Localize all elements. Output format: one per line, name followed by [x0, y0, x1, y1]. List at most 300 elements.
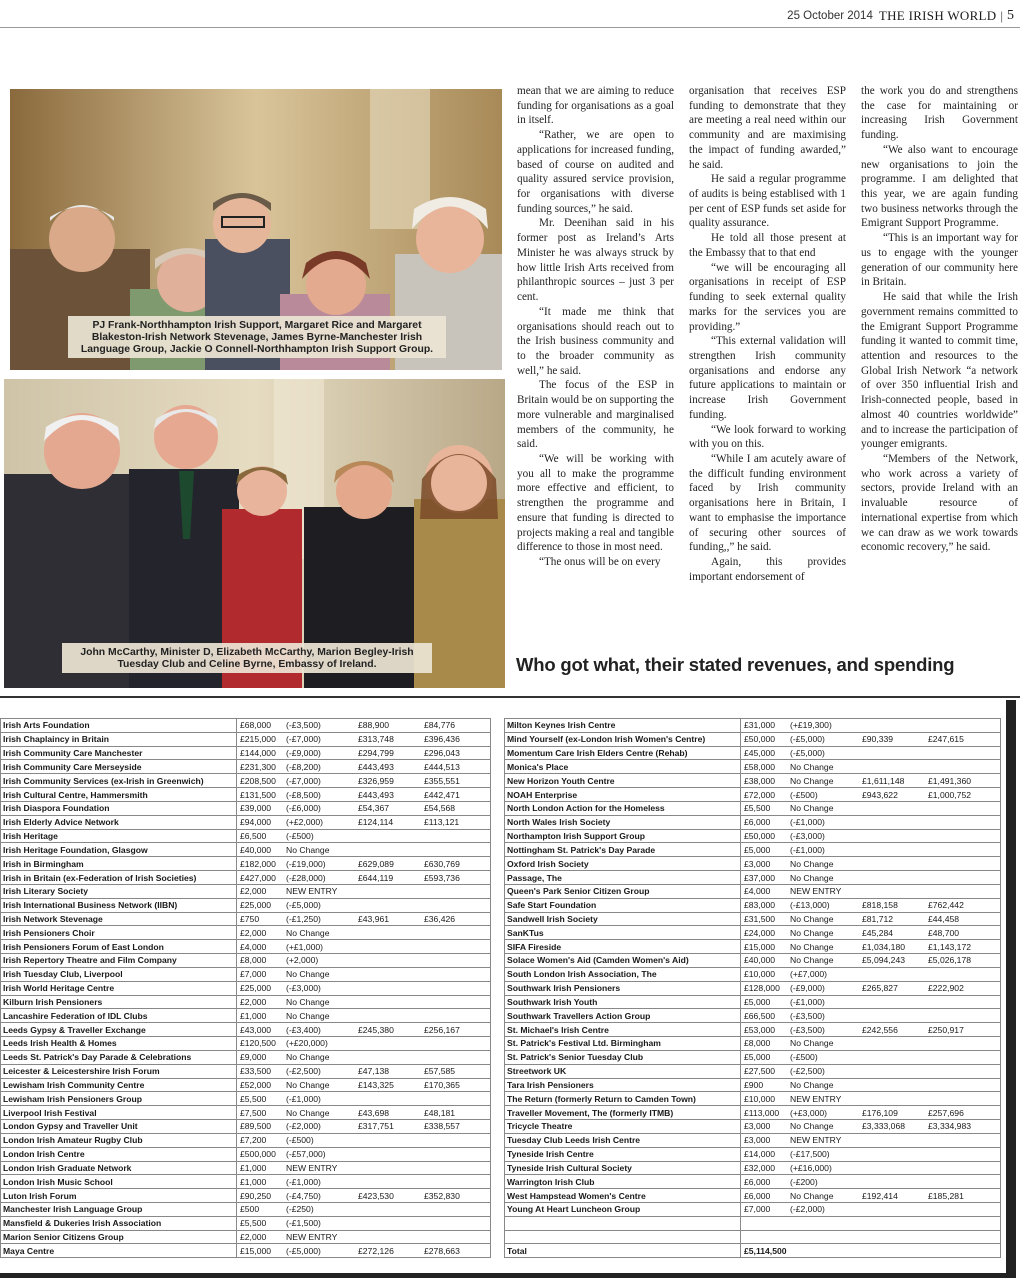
table-row [1, 871, 491, 885]
stated-spending: £396,436 [424, 734, 460, 745]
table-row [505, 746, 1001, 760]
funding-values [741, 719, 1001, 733]
organisation-name: St. Patrick's Senior Tuesday Club [505, 1050, 741, 1064]
funding-values [237, 1133, 491, 1147]
organisation-name: South London Irish Association, The [505, 967, 741, 981]
stated-revenue: £54,367 [358, 803, 390, 814]
grant-change: (-£4,750) [286, 1190, 321, 1201]
grant-amount: £6,500 [240, 831, 267, 842]
organisation-name: Irish Community Care Manchester [1, 746, 237, 760]
organisation-name: Irish Arts Foundation [1, 719, 237, 733]
funding-values [741, 884, 1001, 898]
grant-amount: £72,000 [744, 789, 776, 800]
article-column-3 [861, 84, 1018, 555]
article-paragraph: “This external validation will strengthen Irish community organisations and endorse any future applications to maintain or increase Irish Government funding. [689, 335, 846, 421]
funding-table-right [504, 718, 1001, 1258]
grant-amount: £43,000 [240, 1024, 272, 1035]
grant-change: (-£3,400) [286, 1024, 321, 1035]
stated-spending: £444,513 [424, 761, 460, 772]
table-row [505, 1050, 1001, 1064]
grant-change: NEW ENTRY [286, 1232, 338, 1243]
funding-values [741, 954, 1001, 968]
grant-change: No Change [286, 1052, 330, 1063]
grant-amount: £10,000 [744, 1093, 776, 1104]
table-top-rule [0, 696, 1020, 698]
organisation-name: Total [505, 1244, 741, 1258]
funding-values [741, 940, 1001, 954]
funding-values [237, 981, 491, 995]
organisation-name: Irish Diaspora Foundation [1, 801, 237, 815]
table-row [505, 1230, 1001, 1244]
funding-values [741, 774, 1001, 788]
page-number: 5 [1007, 8, 1014, 23]
organisation-name: Irish Community Care Merseyside [1, 760, 237, 774]
organisation-name: West Hampstead Women's Centre [505, 1189, 741, 1203]
organisation-name: Marion Senior Citizens Group [1, 1230, 237, 1244]
grant-change: (-£1,000) [790, 817, 825, 828]
article-paragraph: Again, this provides important endorsement of [689, 556, 846, 583]
table-row [505, 829, 1001, 843]
grant-change: (-£5,000) [790, 734, 825, 745]
stated-spending: £48,700 [928, 927, 960, 938]
table-row [1, 995, 491, 1009]
grant-change: (-£8,200) [286, 761, 321, 772]
article-paragraph: “we will be encouraging all organisations in receipt of ESP funding to seek external quality marks for the services you are providing.” [689, 261, 846, 333]
grant-change: (-£2,000) [790, 1204, 825, 1215]
grant-change: NEW ENTRY [790, 1135, 842, 1146]
photo-bottom-caption: John McCarthy, Minister D, Elizabeth McCarthy, Marion Begley-Irish Tuesday Club and Celine Byrne, Embassy of Ireland. [62, 643, 432, 673]
organisation-name: Tuesday Club Leeds Irish Centre [505, 1133, 741, 1147]
funding-values [237, 1175, 491, 1189]
grant-amount: £7,000 [240, 969, 267, 980]
grant-change: No Change [790, 955, 834, 966]
funding-values [741, 1175, 1001, 1189]
stated-revenue: £317,751 [358, 1121, 394, 1132]
organisation-name: Irish Heritage Foundation, Glasgow [1, 843, 237, 857]
table-row [505, 760, 1001, 774]
grant-amount: £215,000 [240, 734, 276, 745]
article-paragraph: He said a regular programme of audits is being establised with 1 per cent of ESP funds set aside for quality assurance. [689, 173, 846, 230]
grant-change: (-£3,500) [790, 1010, 825, 1021]
funding-values [741, 1244, 1001, 1258]
article-paragraph: The focus of the ESP in Britain would be on supporting the more vulnerable and marginalised members of the community, he said. [517, 379, 674, 451]
funding-values [237, 1064, 491, 1078]
funding-values [741, 746, 1001, 760]
grant-change: (+2,000) [286, 955, 319, 966]
funding-values [237, 732, 491, 746]
grant-change: No Change [790, 858, 834, 869]
organisation-name: Streetwork UK [505, 1064, 741, 1078]
organisation-name: Mansfield & Dukeries Irish Association [1, 1216, 237, 1230]
grant-change: (-£7,000) [286, 734, 321, 745]
table-row [1, 1106, 491, 1120]
grant-amount: £7,200 [240, 1135, 267, 1146]
grant-amount: £38,000 [744, 775, 776, 786]
table-right-border [1006, 700, 1016, 1276]
organisation-name: Solace Women's Aid (Camden Women's Aid) [505, 954, 741, 968]
grant-change: No Change [790, 872, 834, 883]
organisation-name: Traveller Movement, The (formerly ITMB) [505, 1106, 741, 1120]
stated-revenue: £313,748 [358, 734, 394, 745]
grant-amount: £94,000 [240, 817, 272, 828]
funding-values [237, 898, 491, 912]
stated-spending: £5,026,178 [928, 955, 972, 966]
grant-amount: £39,000 [240, 803, 272, 814]
organisation-name: Tricycle Theatre [505, 1120, 741, 1134]
organisation-name: Leeds Gypsy & Traveller Exchange [1, 1023, 237, 1037]
funding-values [741, 1202, 1001, 1216]
funding-values [741, 843, 1001, 857]
grant-change: (-£1,000) [286, 1093, 321, 1104]
table-row [505, 1106, 1001, 1120]
grant-change: (-£2,500) [286, 1066, 321, 1077]
stated-spending: £1,000,752 [928, 789, 972, 800]
grant-change: (-£500) [790, 1052, 818, 1063]
table-row [505, 898, 1001, 912]
grant-amount: £58,000 [744, 761, 776, 772]
funding-values [237, 1202, 491, 1216]
article-paragraph: mean that we are aiming to reduce funding for organisations as a goal in itself. [517, 85, 674, 127]
funding-values [741, 1120, 1001, 1134]
table-row [505, 1161, 1001, 1175]
grant-change: (-£2,500) [790, 1066, 825, 1077]
funding-values [237, 884, 491, 898]
grant-amount: £1,000 [240, 1176, 267, 1187]
grant-amount: £66,500 [744, 1010, 776, 1021]
stated-revenue: £81,712 [862, 914, 894, 924]
table-row [505, 1189, 1001, 1203]
stated-revenue: £629,089 [358, 858, 394, 869]
grant-change: (-£500) [286, 831, 314, 842]
grant-change: (-£57,000) [286, 1149, 326, 1160]
grant-amount: £24,000 [744, 927, 776, 938]
grant-change: (-£1,250) [286, 914, 321, 924]
organisation-name: North London Action for the Homeless [505, 801, 741, 815]
publication-name: THE IRISH WORLD [878, 8, 997, 23]
grant-amount: £120,500 [240, 1038, 276, 1049]
grant-amount: £33,500 [240, 1066, 272, 1077]
funding-values [741, 1009, 1001, 1023]
funding-values [741, 912, 1001, 926]
organisation-name: Lewisham Irish Community Centre [1, 1078, 237, 1092]
grant-change: No Change [286, 996, 330, 1007]
funding-values [237, 1147, 491, 1161]
funding-values [741, 1064, 1001, 1078]
stated-spending: £630,769 [424, 858, 460, 869]
table-row [505, 1216, 1001, 1230]
grant-amount: £53,000 [744, 1024, 776, 1035]
organisation-name: Momentum Care Irish Elders Centre (Rehab) [505, 746, 741, 760]
table-row [505, 815, 1001, 829]
stated-revenue: £1,034,180 [862, 941, 906, 952]
table-row [505, 1023, 1001, 1037]
grant-change: No Change [790, 775, 834, 786]
table-row [505, 981, 1001, 995]
grant-change: (+£7,000) [790, 969, 828, 980]
grant-amount: £31,000 [744, 720, 776, 731]
funding-values [741, 1216, 1001, 1230]
stated-revenue: £245,380 [358, 1024, 394, 1035]
organisation-name: Irish Network Stevenage [1, 912, 237, 926]
organisation-name: Safe Start Foundation [505, 898, 741, 912]
funding-values [237, 1009, 491, 1023]
table-row [505, 1009, 1001, 1023]
grant-change: No Change [790, 1121, 834, 1132]
grant-amount: £427,000 [240, 872, 276, 883]
organisation-name: Irish Tuesday Club, Liverpool [1, 967, 237, 981]
table-row [1, 926, 491, 940]
organisation-name: St. Michael's Irish Centre [505, 1023, 741, 1037]
funding-values [741, 1189, 1001, 1203]
funding-values [237, 912, 491, 926]
funding-values [741, 1230, 1001, 1244]
grant-change: No Change [790, 914, 834, 924]
article-paragraph: “Members of the Network, who work across a variety of sectors, provide Ireland with an invaluable resource of international expertise from which we can draw as we work towards economic recovery,” he said. [861, 452, 1018, 554]
grant-amount: £128,000 [744, 983, 780, 994]
funding-values [741, 788, 1001, 802]
table-row [505, 732, 1001, 746]
table-row [505, 1244, 1001, 1258]
stated-spending: £1,491,360 [928, 775, 972, 786]
organisation-name: Tara Irish Pensioners [505, 1078, 741, 1092]
funding-values [741, 1023, 1001, 1037]
grant-amount: £83,000 [744, 900, 776, 911]
grant-change: NEW ENTRY [790, 1093, 842, 1104]
table-row [1, 815, 491, 829]
organisation-name: London Irish Graduate Network [1, 1161, 237, 1175]
funding-values [741, 995, 1001, 1009]
stated-revenue: £242,556 [862, 1024, 898, 1035]
funding-table-left [0, 718, 491, 1258]
table-row [1, 981, 491, 995]
grant-change: (-£5,000) [286, 1245, 321, 1256]
grant-amount: £182,000 [240, 858, 276, 869]
grant-amount: £5,500 [744, 803, 771, 814]
funding-values [237, 967, 491, 981]
grant-change: (-£1,000) [790, 996, 825, 1007]
organisation-name: Queen's Park Senior Citizen Group [505, 884, 741, 898]
table-row [1, 801, 491, 815]
table-headline: Who got what, their stated revenues, and spending [516, 654, 955, 675]
table-row [1, 912, 491, 926]
table-row [505, 884, 1001, 898]
table-row [1, 940, 491, 954]
grant-amount: £50,000 [744, 831, 776, 842]
table-row [505, 967, 1001, 981]
table-row [1, 1009, 491, 1023]
table-row [505, 1037, 1001, 1051]
table-row [1, 1161, 491, 1175]
funding-values [741, 857, 1001, 871]
stated-spending: £247,615 [928, 734, 964, 745]
grant-change: (+£1,000) [286, 941, 324, 952]
photo-bottom-illustration [4, 379, 505, 688]
funding-values [237, 1078, 491, 1092]
grant-change: (-£28,000) [286, 872, 326, 883]
grant-amount: £50,000 [744, 734, 776, 745]
stated-revenue: £143,325 [358, 1079, 394, 1090]
grant-change: (+£3,000) [790, 1107, 828, 1118]
grant-change: (-£1,000) [790, 844, 825, 855]
stated-spending: £222,902 [928, 983, 964, 994]
funding-values [741, 1078, 1001, 1092]
grant-change: (+£16,000) [790, 1162, 832, 1173]
organisation-name: Kilburn Irish Pensioners [1, 995, 237, 1009]
organisation-name: Lewisham Irish Pensioners Group [1, 1092, 237, 1106]
organisation-name: Irish World Heritage Centre [1, 981, 237, 995]
grant-amount: £131,500 [240, 789, 276, 800]
funding-values [741, 898, 1001, 912]
table-row [505, 1175, 1001, 1189]
grant-amount: £32,000 [744, 1162, 776, 1173]
table-row [1, 1202, 491, 1216]
funding-values [741, 801, 1001, 815]
grant-amount: £45,000 [744, 748, 776, 759]
table-row [1, 1092, 491, 1106]
stated-revenue: £443,493 [358, 761, 394, 772]
article-paragraph: “We look forward to working with you on this. [689, 423, 846, 451]
organisation-name: Irish Pensioners Forum of East London [1, 940, 237, 954]
table-row [1, 829, 491, 843]
article-paragraph: He told all those present at the Embassy that to that end [689, 232, 846, 259]
funding-values [237, 995, 491, 1009]
organisation-name: Leicester & Leicestershire Irish Forum [1, 1064, 237, 1078]
table-row [505, 788, 1001, 802]
table-row [1, 1189, 491, 1203]
funding-values [741, 1106, 1001, 1120]
stated-revenue: £294,799 [358, 748, 394, 759]
stated-spending: £54,568 [424, 803, 456, 814]
funding-values [237, 829, 491, 843]
stated-spending: £57,585 [424, 1066, 456, 1077]
funding-values [741, 967, 1001, 981]
table-row [505, 1133, 1001, 1147]
table-row [505, 1202, 1001, 1216]
organisation-name: London Gypsy and Traveller Unit [1, 1120, 237, 1134]
grant-change: (-£200) [790, 1176, 818, 1187]
funding-values [237, 760, 491, 774]
stated-spending: £3,334,983 [928, 1121, 972, 1132]
table-row [1, 732, 491, 746]
funding-values [237, 815, 491, 829]
funding-values [741, 871, 1001, 885]
organisation-name: Irish Pensioners Choir [1, 926, 237, 940]
stated-revenue: £272,126 [358, 1245, 394, 1256]
stated-spending: £84,776 [424, 720, 456, 731]
grant-amount: £2,000 [240, 996, 267, 1007]
organisation-name: Lancashire Federation of IDL Clubs [1, 1009, 237, 1023]
grant-change: No Change [286, 1010, 330, 1021]
funding-values [741, 815, 1001, 829]
organisation-name: Sandwell Irish Society [505, 912, 741, 926]
organisation-name: Southwark Travellers Action Group [505, 1009, 741, 1023]
table-row [1, 1064, 491, 1078]
stated-revenue: £265,827 [862, 983, 898, 994]
grant-amount: £1,000 [240, 1010, 267, 1021]
stated-revenue: £1,611,148 [862, 775, 905, 786]
table-row [505, 940, 1001, 954]
organisation-name: NOAH Enterprise [505, 788, 741, 802]
funding-values [237, 1120, 491, 1134]
grant-change: No Change [790, 803, 834, 814]
grant-change: (-£13,000) [790, 900, 830, 911]
organisation-name: Monica's Place [505, 760, 741, 774]
table-row [505, 719, 1001, 733]
article-paragraph: “This is an important way for us to engage with the younger generation of our community here in Britain. [861, 232, 1018, 289]
grant-amount: £113,000 [744, 1107, 780, 1118]
stated-revenue: £943,622 [862, 789, 898, 800]
grant-amount: £6,000 [744, 817, 771, 828]
table-row [1, 1244, 491, 1258]
grant-change: (-£3,000) [790, 831, 825, 842]
table-row [1, 1050, 491, 1064]
funding-values [237, 1050, 491, 1064]
organisation-name [505, 1230, 741, 1244]
grant-change: No Change [790, 941, 834, 952]
grant-change: (+£20,000) [286, 1038, 328, 1049]
stated-spending: £593,736 [424, 872, 460, 883]
grant-amount: £2,000 [240, 886, 267, 897]
table-row [505, 774, 1001, 788]
table-row [505, 1147, 1001, 1161]
grant-change: (-£3,500) [790, 1024, 825, 1035]
table-row [1, 719, 491, 733]
article-paragraph: “Rather, we are open to applications for increased funding, based of course on audited and quality assured service provision, for organisations with diverse funding sources,” he said. [517, 129, 674, 215]
grant-amount: £5,500 [240, 1218, 267, 1229]
table-row [505, 954, 1001, 968]
table-row [1, 788, 491, 802]
funding-values [237, 774, 491, 788]
funding-values [741, 760, 1001, 774]
stated-spending: £44,458 [928, 914, 960, 924]
grant-amount: £14,000 [744, 1149, 776, 1160]
grant-change: No Change [286, 844, 330, 855]
stated-revenue: £43,961 [358, 914, 390, 924]
organisation-name: New Horizon Youth Centre [505, 774, 741, 788]
grant-change: No Change [286, 1107, 330, 1118]
funding-values [741, 981, 1001, 995]
article-paragraph: “While I am acutely aware of the difficult funding environment faced by Irish community organisations here in Britain, I want to emphasise the importance of securing other sources of funding,,” he said. [689, 452, 846, 554]
grant-change: (-£3,000) [286, 983, 321, 994]
organisation-name: The Return (formerly Return to Camden Town) [505, 1092, 741, 1106]
grant-amount: £90,250 [240, 1190, 272, 1201]
grant-amount: £68,000 [240, 720, 272, 731]
organisation-name: Irish Community Services (ex-Irish in Greenwich) [1, 774, 237, 788]
grant-amount: £52,000 [240, 1079, 272, 1090]
grant-amount: £900 [744, 1079, 764, 1090]
organisation-name: Mind Yourself (ex-London Irish Women's Centre) [505, 732, 741, 746]
organisation-name: Tyneside Irish Centre [505, 1147, 741, 1161]
stated-spending: £352,830 [424, 1190, 460, 1201]
table-row [1, 1216, 491, 1230]
organisation-name: Irish Repertory Theatre and Film Company [1, 954, 237, 968]
table-row [505, 857, 1001, 871]
table-row [505, 1092, 1001, 1106]
funding-values [237, 1189, 491, 1203]
organisation-name: Irish Chaplaincy in Britain [1, 732, 237, 746]
stated-spending: £1,143,172 [928, 941, 972, 952]
table-row [505, 1120, 1001, 1134]
organisation-name: Passage, The [505, 871, 741, 885]
table-row [1, 1078, 491, 1092]
stated-spending: £48,181 [424, 1107, 456, 1118]
grant-change: NEW ENTRY [286, 886, 338, 897]
stated-revenue: £423,530 [358, 1190, 394, 1201]
funding-values [741, 1161, 1001, 1175]
stated-spending: £250,917 [928, 1024, 964, 1035]
grant-change: (-£3,500) [286, 720, 321, 731]
funding-values [741, 926, 1001, 940]
